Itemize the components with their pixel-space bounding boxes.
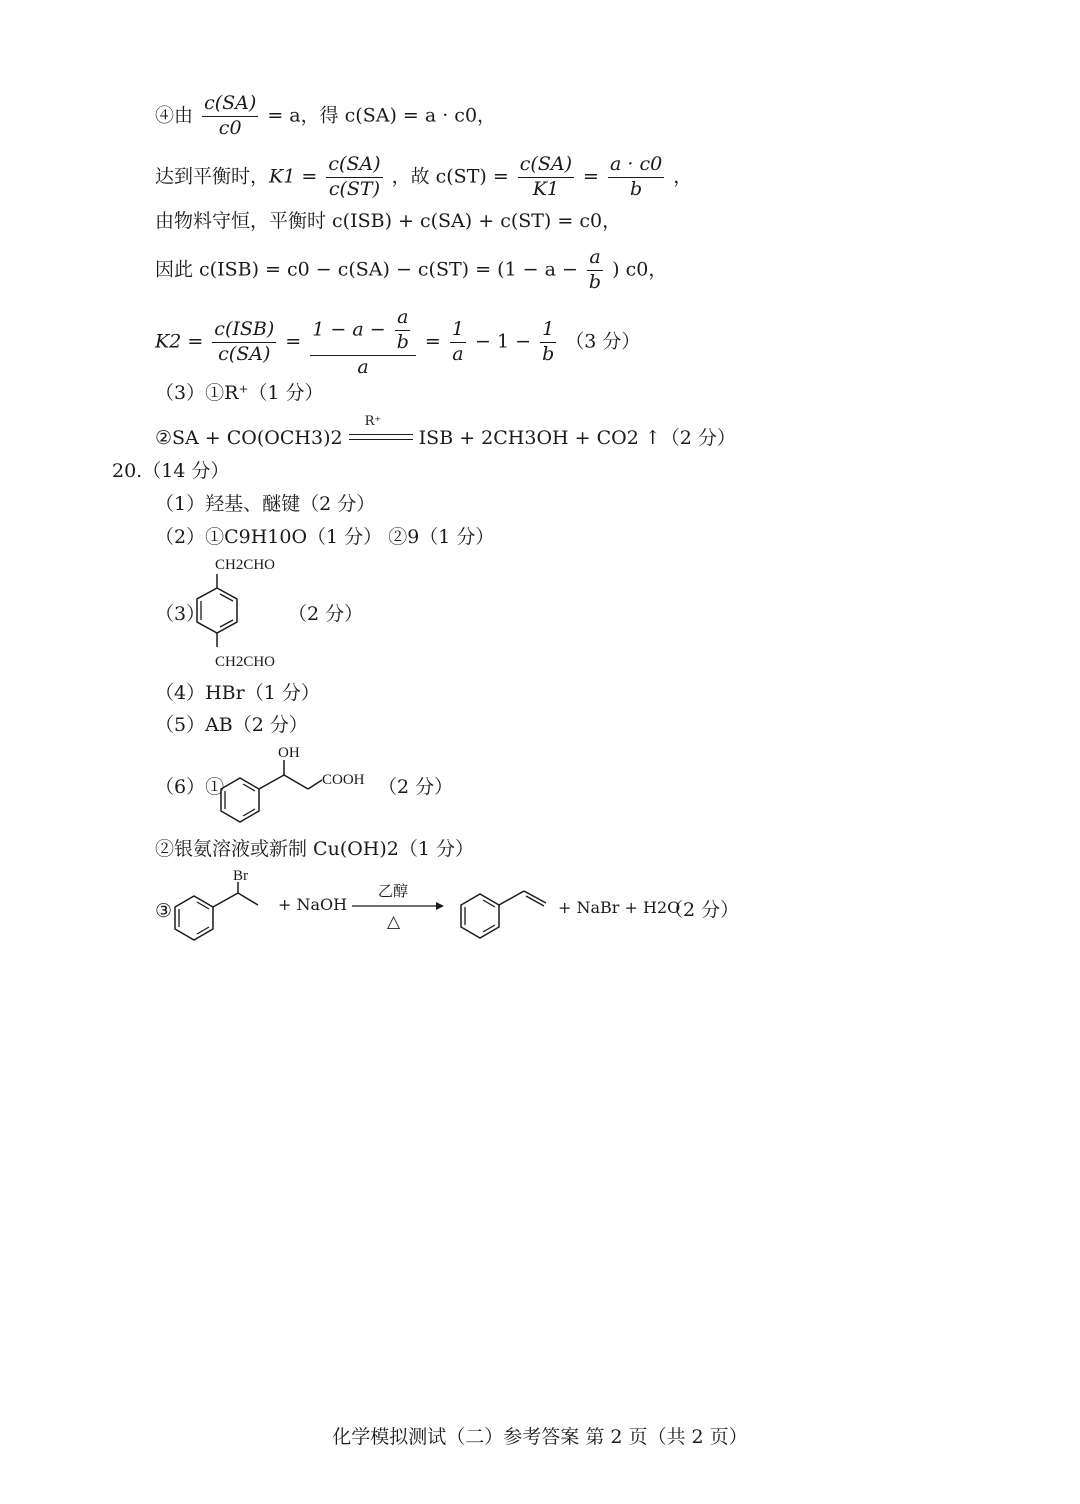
q20-heading: 20.（14 分） — [112, 460, 230, 482]
reaction-arrow — [350, 880, 450, 930]
fraction-a-over-b: $\frac{a}{b}$ — [588, 246, 602, 293]
fraction-1-over-a: $\frac{1}{a}$ — [451, 318, 464, 366]
q20-part6-label: （6）① — [155, 776, 225, 798]
condition-ethanol: 乙醇 — [378, 884, 409, 900]
q20-part2: （2）①C9H10O（1 分） ②9（1 分） — [155, 526, 495, 548]
bromo-group: Br — [233, 868, 248, 884]
q19-mass-balance: 由物料守恒，平衡时 c(ISB) + c(SA) + c(ST) = c0， — [155, 210, 622, 232]
q19-k2-expression: K2 = $\frac{\text{c(ISB)}}{c(SA)}$ = 1 − a − $\frac{a}{b}$ a = $\frac{1}{a}$ − 1 − $\frac{1}{b}$ （3 分） — [155, 306, 641, 378]
top-substituent: CH2CHO — [215, 557, 276, 573]
fraction-1-over-b: $\frac{1}{b}$ — [542, 318, 555, 366]
q20-part1: （1）羟基、醚键（2 分） — [155, 493, 376, 515]
q20-part3-score: （2 分） — [288, 603, 364, 625]
3-hydroxy-3-phenylpropanoic-acid-structure — [218, 740, 398, 830]
q19-part3-1: （3）①R⁺（1 分） — [155, 382, 324, 404]
condition-heat: △ — [387, 912, 401, 931]
q20-part5: （5）AB（2 分） — [155, 714, 308, 736]
q19-part3-2-equation: ②SA + CO(OCH3)2 R⁺ ISB + 2CH3OH + CO2 ↑（2 分） — [155, 414, 736, 449]
hydroxyl-group: OH — [278, 745, 300, 761]
bottom-substituent: CH2CHO — [215, 654, 276, 670]
fraction-c-sa-over-c0: $\frac{c(SA)}{c0}$ — [204, 92, 257, 139]
q20-part6-2: ②银氨溶液或新制 Cu(OH)2（1 分） — [155, 838, 475, 860]
q19-isb-expression: 因此 c(ISB) = c0 − c(SA) − c(ST) = (1 − a − $\frac{a}{b}$ ) c0， — [155, 246, 668, 293]
fraction-k2-compound: 1 − a − $\frac{a}{b}$ a — [310, 306, 416, 379]
q19-equilibrium-line: 达到平衡时，K1 = $\frac{c(SA)}{c(ST)}$ ，故 c(ST) = $\frac{c(SA)}{K1}$ = $\frac{a \cdot c0}{b}$ ， — [155, 153, 693, 200]
q20-part6-3-label: ③ — [155, 900, 173, 922]
styrene-structure — [458, 876, 558, 946]
fraction-c-st: $\frac{c(SA)}{K1}$ — [519, 153, 572, 200]
q20-part6-1-score: （2 分） — [378, 776, 454, 798]
fraction-k1: $\frac{c(SA)}{c(ST)}$ — [328, 153, 381, 200]
fraction-a-c0-over-b: $\frac{a \cdot c0}{b}$ — [610, 153, 663, 200]
fraction-k2: $\frac{\text{c(ISB)}}{c(SA)}$ — [214, 318, 275, 366]
1-bromoethylbenzene-structure — [172, 866, 282, 946]
q20-part3-label: （3） — [155, 603, 206, 625]
reaction-equals-arrow: R⁺ — [349, 434, 413, 444]
page-footer: 化学模拟测试（二）参考答案 第 2 页（共 2 页） — [332, 1426, 748, 1448]
q19-part4-line1: ④由 $\frac{c(SA)}{c0}$ = a，得 c(SA) = a · c0， — [155, 92, 497, 139]
q20-part6-3-score: （2 分） — [664, 899, 740, 921]
carboxyl-group: COOH — [322, 772, 365, 788]
plus-naoh: + NaOH — [278, 895, 348, 914]
q20-part4: （4）HBr（1 分） — [155, 682, 320, 704]
products-nabr-water: + NaBr + H2O — [558, 898, 681, 917]
